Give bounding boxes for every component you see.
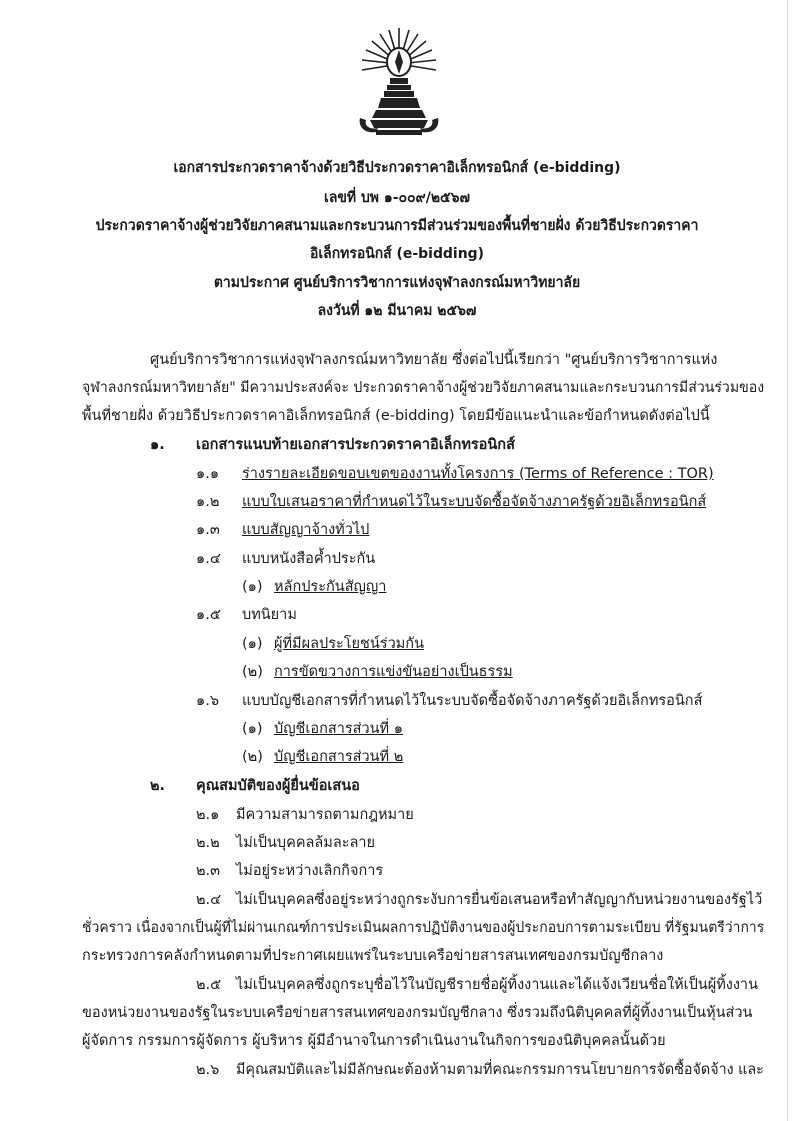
item-1-6-number: ๑.๖ [196,693,220,709]
intro-line-2: จุฬาลงกรณ์มหาวิทยาลัย" มีความประสงค์จะ ประกวดราคาจ้างผู้ช่วยวิจัยภาคสนามและกระบวนการมีส่วนร่วมของ [82,380,765,396]
item-1-3-link[interactable]: แบบสัญญาจ้างทั่วไป [242,522,370,538]
item-2-4-continuation-2: กระทรวงการคลังกำหนดตามที่ประกาศเผยแพร่ในระบบเครือข่ายสารสนเทศของกรมบัญชีกลาง [82,948,664,964]
item-1-6-2-number: (๒) [242,749,263,765]
item-2-2-number: ๒.๒ [196,835,220,851]
item-1-2-link[interactable]: แบบใบเสนอราคาที่กำหนดไว้ในระบบจัดซื้อจัดจ้างภาครัฐด้วยอิเล็กทรอนิกส์ [242,494,707,510]
item-2-5-continuation-1: ของหน่วยงานของรัฐในระบบเครือข่ายสารสนเทศของกรมบัญชีกลาง ซึ่งรวมถึงนิติบุคคลที่ผู้ทิ้งงานเป็นหุ้นส่วน [82,1005,753,1021]
item-2-4-continuation-1: ชั่วคราว เนื่องจากเป็นผู้ที่ไม่ผ่านเกณฑ์การประเมินผลการปฏิบัติงานของผู้ประกอบการตามระเบียบ ที่รัฐมนตรีว่าการ [82,920,765,936]
announcement-line: ตามประกาศ ศูนย์บริการวิชาการแห่งจุฬาลงกรณ์มหาวิทยาลัย [213,275,581,291]
item-1-6-1-link[interactable]: บัญชีเอกสารส่วนที่ ๑ [274,721,403,737]
item-2-5-number: ๒.๕ [196,977,222,993]
university-emblem-logo [354,22,444,152]
intro-line-1: ศูนย์บริการวิชาการแห่งจุฬาลงกรณ์มหาวิทยาลัย ซึ่งต่อไปนี้เรียกว่า "ศูนย์บริการวิชาการแห่ง [150,352,718,368]
item-2-1-text: มีความสามารถตามกฎหมาย [236,807,414,823]
item-2-5-continuation-2: ผู้จัดการ กรรมการผู้จัดการ ผู้บริหาร ผู้มีอำนาจในการดำเนินงานในกิจการของนิติบุคคลนั้นด้วย [82,1033,666,1049]
item-1-5-1-link[interactable]: ผู้ที่มีผลประโยชน์ร่วมกัน [274,636,424,652]
item-2-3-number: ๒.๓ [196,863,221,879]
item-1-4-text: แบบหนังสือค้ำประกัน [242,551,376,567]
section-2-title: คุณสมบัติของผู้ยื่นข้อเสนอ [196,778,360,794]
item-1-6-2-link[interactable]: บัญชีเอกสารส่วนที่ ๒ [274,749,404,765]
subject-line-2: อิเล็กทรอนิกส์ (e-bidding) [309,246,485,262]
section-2-number: ๒. [150,778,166,794]
item-1-5-2-link[interactable]: การขัดขวางการแข่งขันอย่างเป็นธรรม [274,664,513,680]
item-1-4-1-number: (๑) [242,579,263,595]
section-1-number: ๑. [150,437,165,453]
page-edge-divider [787,0,788,1121]
item-1-5-1-number: (๑) [242,636,263,652]
subject-line-1: ประกวดราคาจ้างผู้ช่วยวิจัยภาคสนามและกระบวนการมีส่วนร่วมของพื้นที่ชายฝั่ง ด้วยวิธีประกวดราคา [95,218,699,234]
item-2-6-number: ๒.๖ [196,1062,220,1078]
item-1-6-text: แบบบัญชีเอกสารที่กำหนดไว้ในระบบจัดซื้อจัดจ้างภาครัฐด้วยอิเล็กทรอนิกส์ [242,693,703,709]
item-1-2-number: ๑.๒ [196,494,220,510]
item-2-6-text: มีคุณสมบัติและไม่มีลักษณะต้องห้ามตามที่คณะกรรมการนโยบายการจัดซื้อจัดจ้าง และ [236,1062,764,1078]
item-1-5-text: บทนิยาม [242,607,297,623]
item-1-5-2-number: (๒) [242,664,263,680]
item-2-1-number: ๒.๑ [196,807,220,823]
item-1-6-1-number: (๑) [242,721,263,737]
item-1-1-number: ๑.๑ [196,466,220,482]
item-2-4-number: ๒.๔ [196,892,222,908]
document-title: เอกสารประกวดราคาจ้างด้วยวิธีประกวดราคาอิเล็กทรอนิกส์ (e-bidding) [173,160,621,176]
item-1-1-link[interactable]: ร่างรายละเอียดขอบเขตของงานทั้งโครงการ (Terms of Reference : TOR) [242,466,714,482]
item-1-4-1-link[interactable]: หลักประกันสัญญา [274,579,387,595]
intro-line-3: พื้นที่ชายฝั่ง ด้วยวิธีประกวดราคาอิเล็กทรอนิกส์ (e-bidding) โดยมีข้อแนะนำและข้อกำหนดดังต่อไปนี้ [82,408,710,424]
section-1-title: เอกสารแนบท้ายเอกสารประกวดราคาอิเล็กทรอนิกส์ [196,437,515,453]
announcement-date: ลงวันที่ ๑๒ มีนาคม ๒๕๖๗ [317,303,477,319]
item-1-5-number: ๑.๕ [196,607,221,623]
item-2-5-text: ไม่เป็นบุคคลซึ่งถูกระบุชื่อไว้ในบัญชีรายชื่อผู้ทิ้งงานและได้แจ้งเวียนชื่อให้เป็นผู้ทิ้งงาน [236,977,758,993]
item-2-3-text: ไม่อยู่ระหว่างเลิกกิจการ [236,863,384,879]
item-2-2-text: ไม่เป็นบุคคลล้มละลาย [236,835,376,851]
item-1-3-number: ๑.๓ [196,522,220,538]
item-1-4-number: ๑.๔ [196,551,221,567]
document-number: เลขที่ บพ ๑-๐๐๙/๒๕๖๗ [324,190,470,206]
item-2-4-text: ไม่เป็นบุคคลซึ่งอยู่ระหว่างถูกระงับการยื่นข้อเสนอหรือทำสัญญากับหน่วยงานของรัฐไว้ [236,892,763,908]
